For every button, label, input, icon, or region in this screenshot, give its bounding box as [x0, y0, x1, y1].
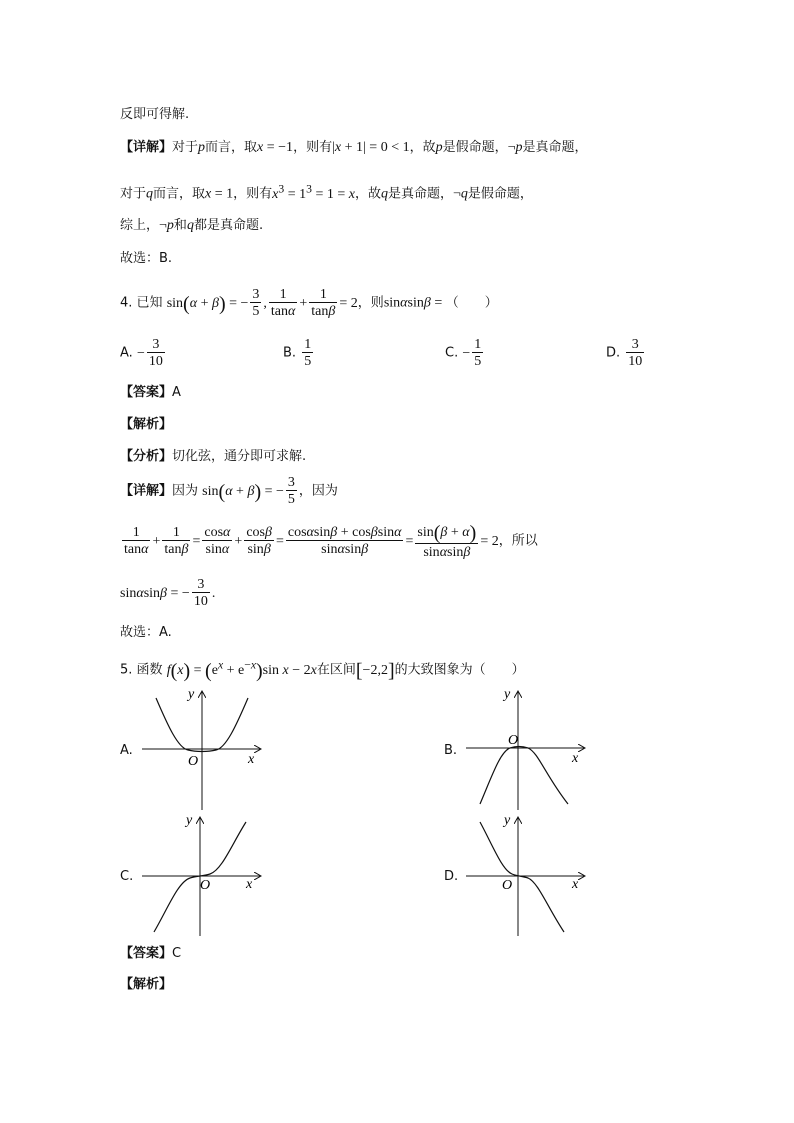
- y-label: y: [504, 813, 511, 828]
- text-line-1: 反即可得解.: [120, 107, 190, 122]
- q5-function: $f(x) = (e^x + e^{-x})\sin$ x − 2x: [166, 658, 317, 682]
- origin-label: O: [508, 733, 519, 748]
- math-sin-sum: sin(α + β) = − $\frac{3}{5}$: [202, 475, 295, 507]
- text: 是真命题，: [387, 186, 453, 202]
- option-label: B.: [283, 345, 297, 361]
- detail-tag: 【详解】: [120, 140, 173, 155]
- answer-tag: 【答案】: [120, 385, 173, 400]
- curve: [480, 822, 564, 932]
- text: 是假命题，: [442, 140, 508, 155]
- option-value: − $\frac{3}{10}$: [136, 337, 163, 369]
- q4-option-a: [120, 338, 167, 369]
- text: 是真命题，: [522, 140, 588, 155]
- q4-condition: sin(α + β) = − $\frac{3}{5}$ , $\frac{1}{\tan\alpha}$ + $\frac{1}{\tan\beta}$ = 2: [166, 287, 358, 319]
- math-not-p: ¬p: [159, 218, 174, 233]
- q4-derivation: [120, 523, 538, 560]
- q4-stem-text: 4. 已知: [120, 295, 163, 311]
- graph-b: [462, 686, 592, 812]
- text: 而言，取: [153, 186, 206, 202]
- graph-a: [138, 686, 268, 812]
- q5-stem-text: 在区间: [316, 662, 356, 678]
- text: 对于: [120, 186, 147, 202]
- option-value: $\frac{3}{10}$: [628, 337, 643, 369]
- math-q: q: [186, 218, 194, 233]
- graph-label-b: B.: [444, 743, 458, 758]
- q4-target: sinαsinβ =: [383, 295, 446, 311]
- math-q: q: [146, 186, 154, 202]
- select-b-line: 故选：B.: [120, 251, 173, 266]
- x-label: x: [248, 752, 255, 767]
- y-label: y: [188, 687, 195, 702]
- q5-stem: [120, 659, 525, 680]
- q5-answer: [120, 947, 181, 960]
- q5-stem-text: 5. 函数: [120, 662, 163, 678]
- math-not-p: ¬p: [507, 140, 523, 155]
- q4-stem: [120, 288, 498, 319]
- math-abs: |x + 1| = 0 < 1: [332, 140, 410, 155]
- q4-paren: （ ）: [445, 295, 498, 311]
- text: 而言，取: [205, 140, 258, 155]
- answer-value: C: [172, 946, 182, 961]
- text: ，故: [409, 140, 436, 155]
- q4-final-select: 故选：A.: [120, 625, 172, 640]
- option-label: A.: [120, 345, 133, 361]
- q4-xiangjie: [120, 476, 338, 507]
- q4-option-d: [606, 338, 646, 369]
- q4-option-c: [445, 338, 485, 369]
- text: ，则有: [233, 186, 273, 202]
- option-value: − $\frac{1}{5}$: [462, 337, 482, 369]
- option-label: C.: [445, 345, 459, 361]
- math-p: p: [198, 140, 206, 155]
- q4-answer: [120, 386, 181, 399]
- y-label: y: [186, 813, 193, 828]
- math-p2: p: [435, 140, 443, 155]
- curve: [480, 747, 568, 805]
- text: 综上，: [120, 218, 160, 233]
- x-label: x: [572, 877, 579, 892]
- y-label: y: [504, 687, 511, 702]
- fenxi-text: 切化弦，通分即可求解.: [172, 449, 307, 464]
- fenxi-tag: 【分析】: [120, 449, 173, 464]
- answer-value: A: [172, 385, 181, 400]
- math-x1: x = 1: [205, 186, 234, 202]
- origin-label: O: [502, 878, 513, 893]
- q4-analysis-tag: 【解析】: [120, 417, 173, 432]
- q5-analysis-tag: 【解析】: [120, 977, 173, 992]
- option-value: $\frac{1}{5}$: [304, 337, 312, 369]
- q4-result: [120, 578, 215, 609]
- detail-line-p: [120, 141, 588, 155]
- origin-label: O: [188, 754, 199, 769]
- text: ，所以: [498, 533, 538, 549]
- xiangjie-tag: 【详解】: [120, 483, 173, 499]
- math-cube: $x^3 = 1^3 = 1 = x$: [272, 182, 355, 202]
- summary-line: [120, 219, 263, 233]
- graph-label-c: C.: [120, 869, 134, 884]
- text: 都是真命题.: [193, 218, 264, 233]
- text: ，故: [354, 186, 381, 202]
- math-not-q: ¬q: [453, 186, 468, 202]
- graph-d: [462, 812, 592, 938]
- x-label: x: [572, 751, 579, 766]
- q4-option-b: [283, 338, 315, 369]
- graph-label-a: A.: [120, 743, 133, 758]
- text: 对于: [172, 140, 199, 155]
- origin-label: O: [200, 878, 211, 893]
- detail-line-q: [120, 183, 533, 202]
- math-q2: q: [380, 186, 388, 202]
- x-label: x: [246, 877, 253, 892]
- text: 是假命题，: [467, 186, 533, 202]
- math-x-eq: x = −1: [257, 140, 294, 155]
- text: 和: [173, 218, 187, 233]
- text: 因为: [172, 483, 199, 499]
- graph-c: [138, 812, 268, 938]
- answer-tag: 【答案】: [120, 946, 173, 961]
- q5-interval: [−2,2]: [355, 659, 395, 682]
- q4-fenxi: [120, 450, 306, 463]
- graph-label-d: D.: [444, 869, 459, 884]
- text: ，则有: [293, 140, 333, 155]
- q4-stem-text: ，则: [357, 295, 384, 311]
- option-label: D.: [606, 345, 621, 361]
- math-derivation: $\frac{1}{\tan\alpha}$ + $\frac{1}{\tan\beta}$ = $\frac{\cos\alpha}{\sin\alpha}$ + $\frac{\cos\beta}{\sin\beta}$ = $\frac{\cos\alpha\sin\beta + \cos\beta\sin\alpha}{\sin\alpha\sin\beta}$ = $\frac{\sin(\beta + \alpha)}{\sin\alpha\sin\beta}$ = 2: [124, 522, 499, 560]
- math-result: sinαsinβ = − $\frac{3}{10}$ .: [120, 577, 216, 609]
- text: ，因为: [298, 483, 338, 499]
- q5-stem-text: 的大致图象为（ ）: [394, 662, 525, 678]
